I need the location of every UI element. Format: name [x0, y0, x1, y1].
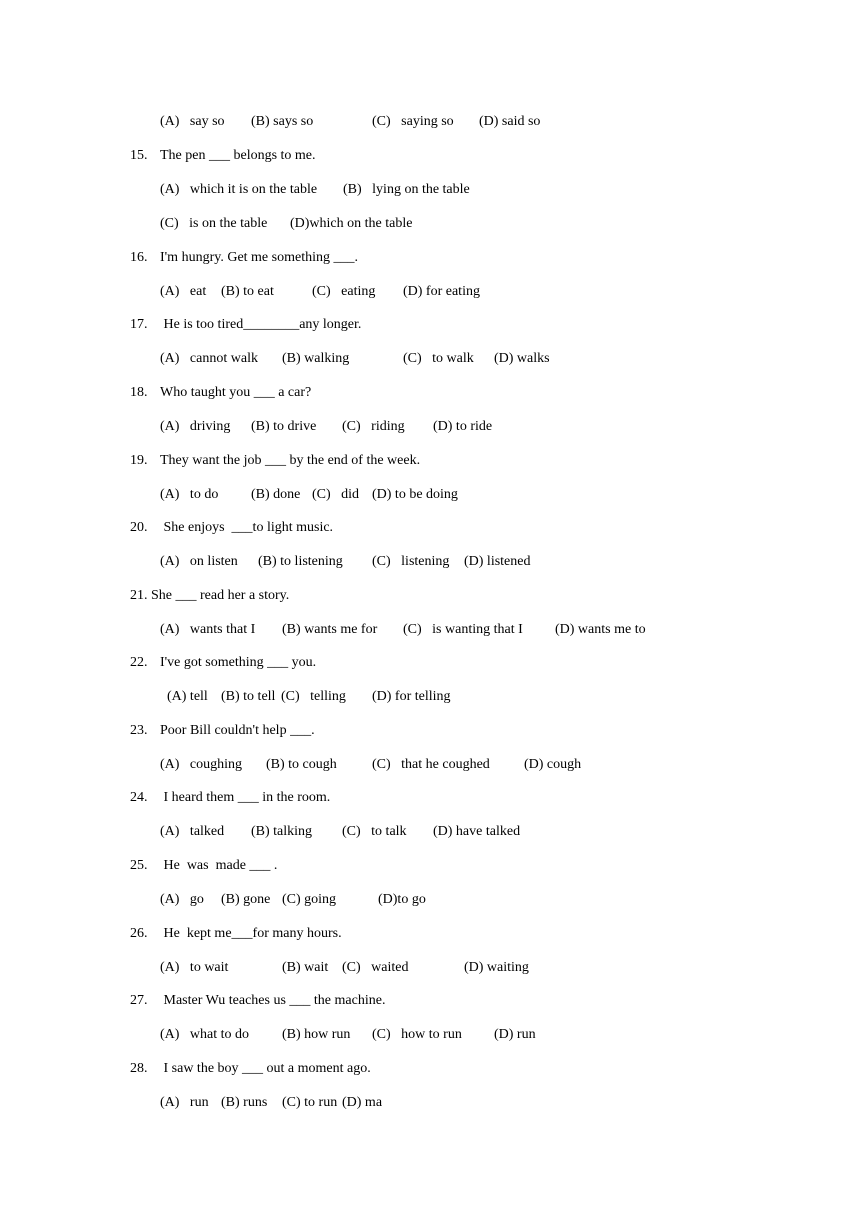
- option-c: (C) waited: [342, 960, 409, 975]
- option-d: (D) run: [494, 1027, 536, 1042]
- question-stem: Poor Bill couldn't help ___.: [160, 723, 315, 738]
- option-b: (B) walking: [282, 351, 350, 366]
- option-a: (A) talked: [160, 824, 225, 839]
- option-c: (C) riding: [342, 419, 405, 434]
- option-d: (D)to go: [378, 892, 426, 907]
- question-stem: She enjoys ___to light music.: [160, 520, 334, 535]
- option-a: (A) tell: [167, 689, 208, 704]
- option-b: (B) wants me for: [282, 622, 378, 637]
- question-number: 15.: [130, 148, 148, 163]
- option-d: (D) cough: [524, 757, 582, 772]
- question-stem: They want the job ___ by the end of the week.: [160, 453, 421, 468]
- option-d: (D) for eating: [403, 284, 480, 299]
- option-b: (B) to cough: [266, 757, 337, 772]
- option-c: (C) eating: [312, 284, 376, 299]
- option-b: (B) to eat: [221, 284, 274, 299]
- option-d: (D) have talked: [433, 824, 521, 839]
- option-a: (A) driving: [160, 419, 231, 434]
- option-d: (D) for telling: [372, 689, 451, 704]
- option-a: (A) to wait: [160, 960, 229, 975]
- option-c: (C) is on the table: [160, 216, 268, 231]
- question-stem: He is too tired________any longer.: [160, 317, 362, 332]
- option-b: (B) done: [251, 487, 301, 502]
- question-number: 19.: [130, 453, 148, 468]
- option-b: (B) wait: [282, 960, 329, 975]
- option-a: (A) wants that I: [160, 622, 256, 637]
- option-b: (B) talking: [251, 824, 313, 839]
- option-a: (A) coughing: [160, 757, 243, 772]
- option-b: (B) lying on the table: [343, 182, 470, 197]
- option-d: (D) listened: [464, 554, 531, 569]
- question-number: 24.: [130, 790, 148, 805]
- option-d: (D) said so: [479, 114, 541, 129]
- option-c: (C) listening: [372, 554, 450, 569]
- option-b: (B) to drive: [251, 419, 317, 434]
- option-b: (B) gone: [221, 892, 271, 907]
- question-stem: I'm hungry. Get me something ___.: [160, 250, 358, 265]
- question-stem: The pen ___ belongs to me.: [160, 148, 316, 163]
- question-stem: He was made ___ .: [160, 858, 278, 873]
- question-number: 26.: [130, 926, 148, 941]
- question-stem: Who taught you ___ a car?: [160, 385, 312, 400]
- option-a: (A) cannot walk: [160, 351, 258, 366]
- option-b: (B) says so: [251, 114, 314, 129]
- option-b: (B) runs: [221, 1095, 268, 1110]
- option-d: (D) to ride: [433, 419, 493, 434]
- option-a: (A) run: [160, 1095, 209, 1110]
- question-stem: I saw the boy ___ out a moment ago.: [160, 1061, 371, 1076]
- question-number: 28.: [130, 1061, 148, 1076]
- option-d: (D) ma: [342, 1095, 383, 1110]
- question-number: 22.: [130, 655, 148, 670]
- option-a: (A) go: [160, 892, 204, 907]
- option-c: (C) telling: [281, 689, 346, 704]
- question-number: 23.: [130, 723, 148, 738]
- question-number: 16.: [130, 250, 148, 265]
- option-b: (B) how run: [282, 1027, 351, 1042]
- option-b: (B) to listening: [258, 554, 343, 569]
- option-c: (C) did: [312, 487, 360, 502]
- option-d: (D) walks: [494, 351, 550, 366]
- option-c: (C) to run: [282, 1095, 338, 1110]
- option-c: (C) saying so: [372, 114, 454, 129]
- option-a: (A) what to do: [160, 1027, 250, 1042]
- question-stem: 21. She ___ read her a story.: [130, 588, 290, 603]
- option-a: (A) which it is on the table: [160, 182, 318, 197]
- option-a: (A) say so: [160, 114, 225, 129]
- option-c: (C) going: [282, 892, 337, 907]
- option-c: (C) is wanting that I: [403, 622, 523, 637]
- question-number: 18.: [130, 385, 148, 400]
- question-number: 25.: [130, 858, 148, 873]
- question-number: 20.: [130, 520, 148, 535]
- option-b: (B) to tell: [221, 689, 276, 704]
- question-number: 17.: [130, 317, 148, 332]
- question-stem: Master Wu teaches us ___ the machine.: [160, 993, 386, 1008]
- question-stem: I've got something ___ you.: [160, 655, 317, 670]
- option-c: (C) that he coughed: [372, 757, 490, 772]
- question-stem: He kept me___for many hours.: [160, 926, 342, 941]
- question-stem: I heard them ___ in the room.: [160, 790, 331, 805]
- option-d: (D) waiting: [464, 960, 529, 975]
- option-d: (D) wants me to: [555, 622, 646, 637]
- option-a: (A) eat: [160, 284, 207, 299]
- question-number: 27.: [130, 993, 148, 1008]
- option-a: (A) on listen: [160, 554, 238, 569]
- option-c: (C) how to run: [372, 1027, 462, 1042]
- option-c: (C) to talk: [342, 824, 407, 839]
- option-a: (A) to do: [160, 487, 219, 502]
- option-d: (D) to be doing: [372, 487, 458, 502]
- option-d: (D)which on the table: [290, 216, 413, 231]
- option-c: (C) to walk: [403, 351, 474, 366]
